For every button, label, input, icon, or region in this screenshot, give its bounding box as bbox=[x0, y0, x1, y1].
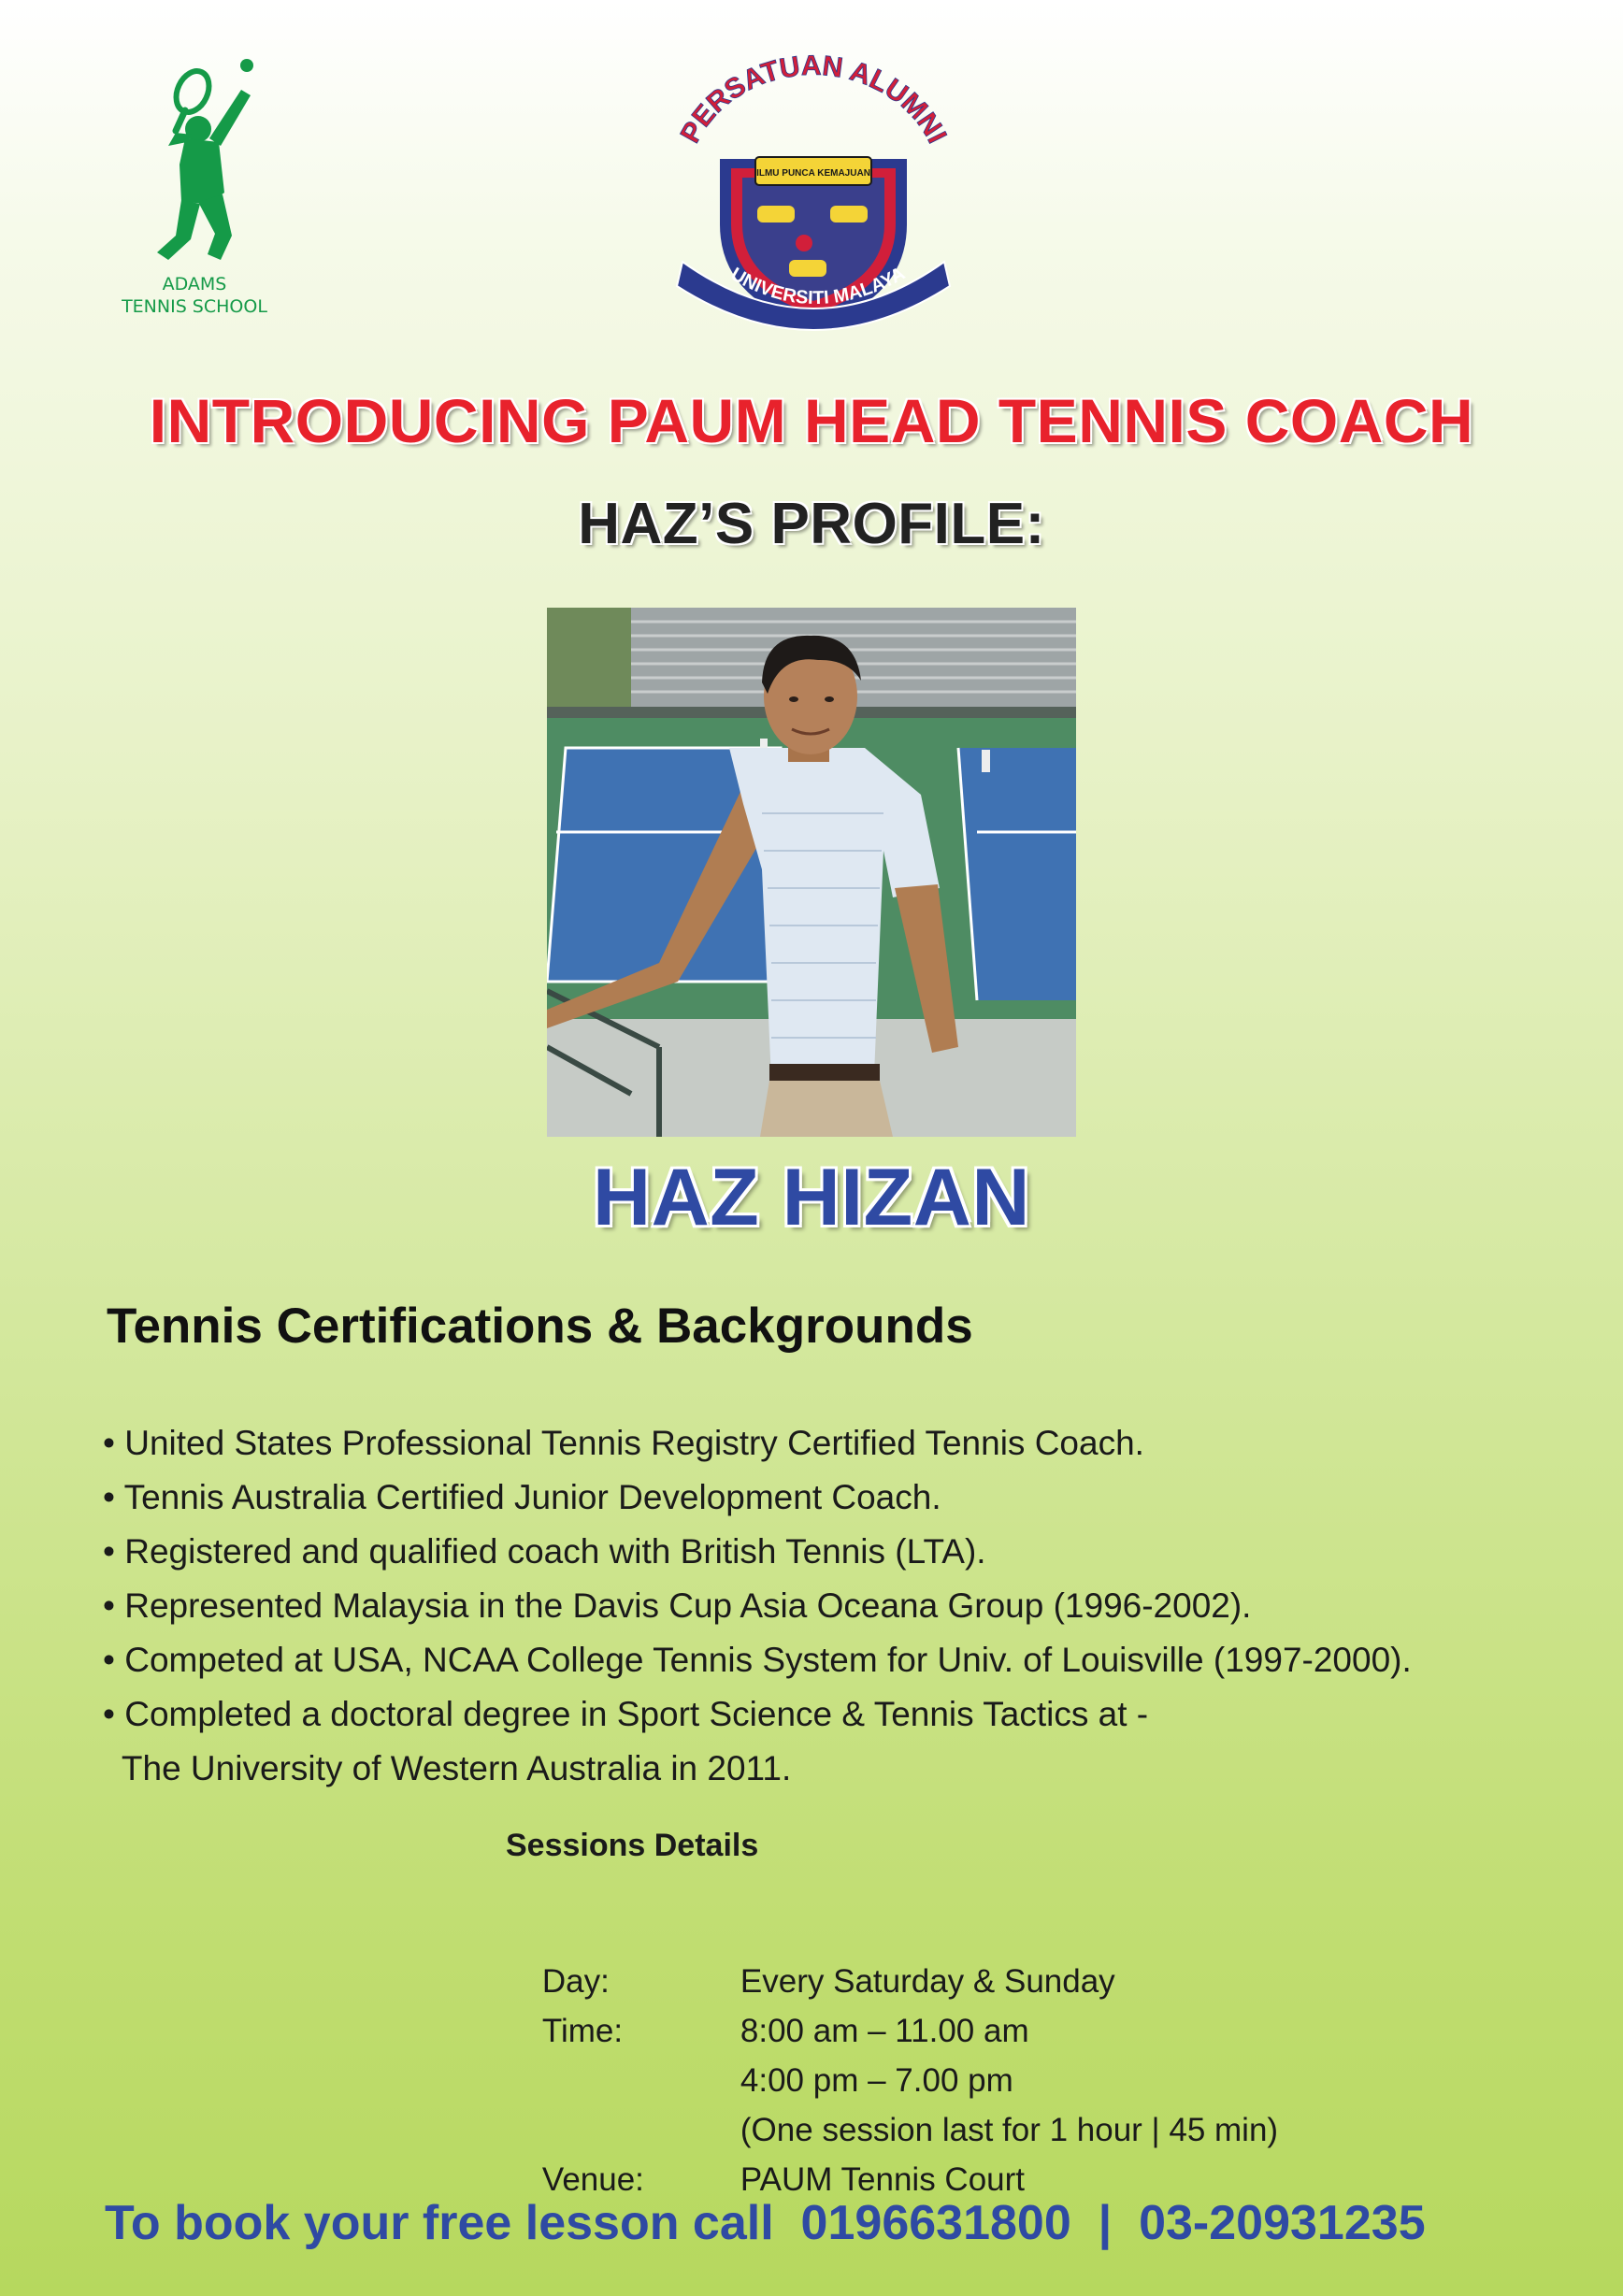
coach-name: HAZ HIZAN bbox=[593, 1153, 1030, 1242]
venue-value: PAUM Tennis Court bbox=[740, 2161, 1026, 2198]
headline-profile: HAZ’S PROFILE: bbox=[578, 492, 1045, 556]
day-value: Every Saturday & Sunday bbox=[740, 1963, 1115, 2000]
list-item: • Represented Malaysia in the Davis Cup Asia Oceana Group (1996-2002). bbox=[103, 1586, 1252, 1625]
list-item: • Competed at USA, NCAA College Tennis System for Univ. of Louisville (1997-2000). bbox=[103, 1641, 1412, 1679]
certifications-list bbox=[103, 1416, 1561, 1796]
coach-photo-illustration bbox=[547, 608, 1076, 1137]
list-item: • Completed a doctoral degree in Sport Science & Tennis Tactics at - bbox=[103, 1695, 1149, 1733]
crest-icon bbox=[664, 47, 963, 346]
certifications-heading: Tennis Certifications & Backgrounds bbox=[107, 1299, 973, 1354]
time-value-morning: 8:00 am – 11.00 am bbox=[740, 2013, 1029, 2049]
sessions-title: Sessions Details bbox=[506, 1828, 759, 1863]
list-item: • United States Professional Tennis Registry Certified Tennis Coach. bbox=[103, 1424, 1144, 1462]
crest-arc-text: PERSATUAN ALUMNI bbox=[674, 50, 953, 149]
headline-intro: INTRODUCING PAUM HEAD TENNIS COACH bbox=[149, 386, 1474, 455]
tennis-player-icon bbox=[101, 52, 288, 277]
day-label: Day: bbox=[541, 1963, 610, 2000]
logo-line-adams: ADAMS bbox=[162, 274, 227, 294]
venue-label: Venue: bbox=[541, 2161, 644, 2198]
sessions-details bbox=[506, 1828, 1347, 2198]
crest-motto: ILMU PUNCA KEMAJUAN bbox=[756, 168, 870, 179]
list-item: • Registered and qualified coach with British Tennis (LTA). bbox=[103, 1532, 986, 1571]
adams-tennis-school-logo bbox=[101, 52, 288, 333]
paum-alumni-crest bbox=[664, 47, 963, 346]
time-note: (One session last for 1 hour | 45 min) bbox=[740, 2112, 1279, 2148]
booking-call-to-action: To book your free lesson call 0196631800 | 03-20931235 bbox=[105, 2196, 1426, 2250]
list-item: The University of Western Australia in 2011. bbox=[103, 1749, 792, 1787]
time-label: Time: bbox=[541, 2013, 624, 2049]
list-item: • Tennis Australia Certified Junior Development Coach. bbox=[103, 1478, 941, 1516]
logo-line-tennis-school: TENNIS SCHOOL bbox=[122, 296, 267, 317]
crest-ribbon-text: UNIVERSITI MALAYA bbox=[726, 263, 909, 309]
time-value-evening: 4:00 pm – 7.00 pm bbox=[740, 2062, 1013, 2099]
coach-photo bbox=[547, 608, 1076, 1137]
